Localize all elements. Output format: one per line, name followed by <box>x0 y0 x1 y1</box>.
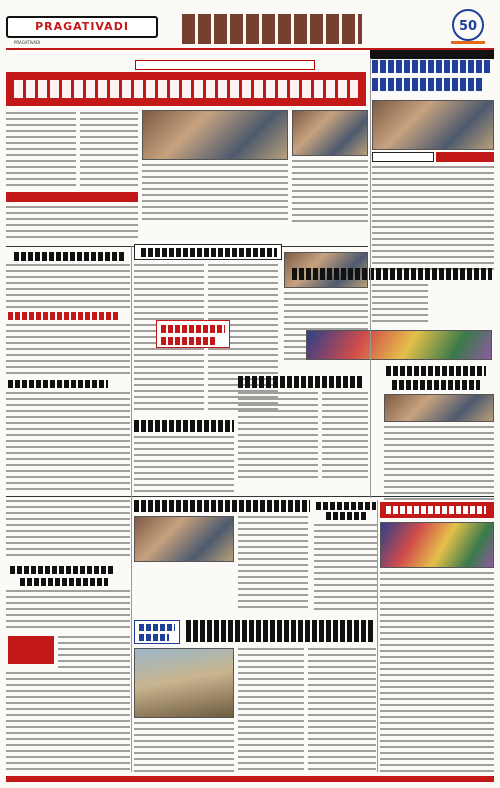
story-headline <box>238 376 364 388</box>
footer-bar <box>6 776 494 782</box>
story-body <box>6 590 130 630</box>
right-story-photo <box>372 100 494 150</box>
divider <box>6 496 494 497</box>
story-body <box>238 516 308 610</box>
story-body <box>6 264 130 310</box>
column-rule <box>370 58 371 498</box>
lead-story-col-3 <box>142 164 288 224</box>
story-headline <box>14 252 124 261</box>
section-title <box>182 14 362 44</box>
story-tag-box <box>134 620 180 644</box>
story-headline <box>392 380 480 390</box>
column-rule <box>131 246 132 772</box>
column-rule <box>377 500 378 772</box>
festival-photo <box>306 330 492 360</box>
road-repair-photo <box>134 648 234 718</box>
anniversary-badge-icon <box>445 8 491 46</box>
story-headline <box>316 502 376 510</box>
lead-headline-banner <box>6 72 366 106</box>
lead-story-photo-2 <box>292 110 368 156</box>
lead-story-subhead <box>6 192 138 202</box>
story-body <box>372 284 428 324</box>
story-body <box>6 324 130 374</box>
story-body <box>314 524 378 614</box>
story-body <box>238 648 304 772</box>
story-headline <box>186 620 374 642</box>
story-photo <box>384 394 494 422</box>
school-event-photo <box>134 516 234 562</box>
story-headline <box>292 268 492 280</box>
story-body <box>380 572 494 682</box>
story-headline-box <box>380 502 494 518</box>
story-headline <box>134 420 234 432</box>
logo-text: PRAGATIVADI <box>35 20 129 33</box>
story-body <box>6 392 130 492</box>
lead-story-col-5 <box>6 206 138 242</box>
right-story-headline <box>372 58 494 98</box>
lead-story-col-4 <box>292 160 368 224</box>
story-headline <box>10 566 114 574</box>
lead-story-col-1 <box>6 112 76 190</box>
lead-story-strap <box>135 60 315 70</box>
story-body <box>134 722 234 772</box>
story-body <box>322 392 368 478</box>
story-body <box>308 648 376 772</box>
story-headline-box <box>134 244 282 260</box>
story-body <box>134 436 234 492</box>
right-story-caption-box <box>372 152 434 162</box>
story-body <box>6 500 130 560</box>
story-headline <box>8 380 108 388</box>
right-story-body <box>372 166 494 274</box>
story-quote-box <box>156 320 230 348</box>
story-headline <box>386 366 486 376</box>
story-headline <box>134 500 310 512</box>
story-headline <box>8 312 118 320</box>
info-box <box>8 636 54 664</box>
story-body <box>238 392 318 478</box>
lead-headline-text <box>14 80 358 98</box>
story-headline <box>20 578 108 586</box>
story-body <box>58 636 130 670</box>
story-headline <box>326 512 366 520</box>
masthead-subtitle: PRAGATIVADI <box>14 40 41 45</box>
story-body <box>380 686 494 772</box>
newspaper-logo <box>6 16 158 38</box>
story-photo <box>380 522 494 568</box>
story-body <box>6 672 130 772</box>
lead-story-photo <box>142 110 288 160</box>
lead-story-col-2 <box>80 112 138 190</box>
anniversary-number: 50 <box>458 19 478 34</box>
right-story-tag <box>436 152 494 162</box>
